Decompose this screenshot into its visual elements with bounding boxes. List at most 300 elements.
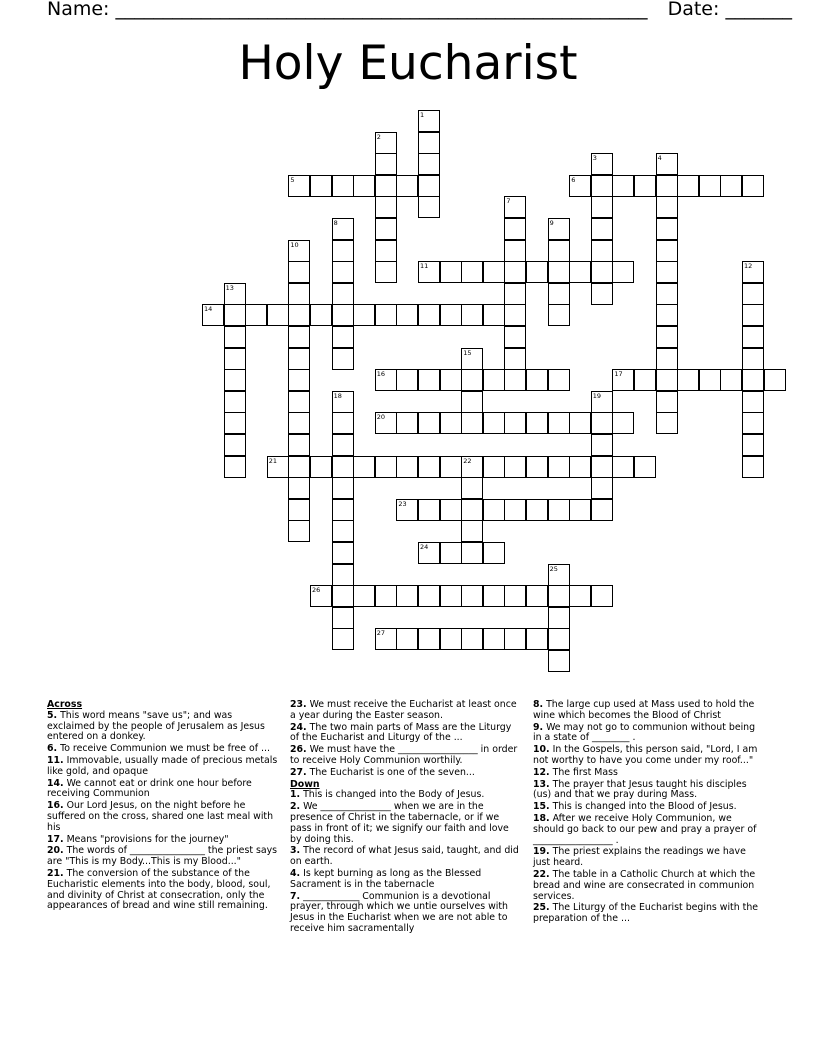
crossword-cell[interactable] [288, 283, 310, 305]
crossword-cell[interactable] [461, 391, 483, 413]
crossword-cell[interactable] [612, 456, 634, 478]
crossword-cell[interactable] [483, 585, 505, 607]
crossword-cell[interactable] [332, 477, 354, 499]
clue-text: This is changed into the Body of Jesus. [300, 789, 485, 801]
crossword-cell[interactable] [418, 628, 440, 650]
crossword-cell[interactable] [483, 369, 505, 391]
crossword-cell[interactable] [504, 218, 526, 240]
crossword-cell[interactable] [310, 304, 332, 326]
clue-down [533, 802, 765, 813]
cell-number: 24 [420, 543, 429, 551]
crossword-cell[interactable] [548, 283, 570, 305]
cell-number: 11 [420, 262, 429, 271]
crossword-cell[interactable] [612, 412, 634, 434]
cell-number: 21 [268, 456, 278, 465]
clue-number: 23. [290, 699, 307, 710]
crossword-cell[interactable] [396, 585, 418, 607]
crossword-cell[interactable] [332, 175, 354, 197]
crossword-cell[interactable] [375, 218, 397, 240]
clue-number: 26. [290, 744, 307, 756]
crossword-cell[interactable] [548, 240, 570, 262]
cell-number: 19 [592, 391, 602, 400]
crossword-cell[interactable] [699, 369, 721, 391]
crossword-cell[interactable] [569, 456, 591, 478]
clue-number: 22. [533, 868, 550, 880]
crossword-cell[interactable] [332, 261, 354, 283]
crossword-cell[interactable] [461, 261, 483, 283]
crossword-cell[interactable] [526, 261, 548, 283]
clue-text: We must have the _________________ in order to receive Holy Communion worthily. [290, 744, 518, 766]
cell-number: 4 [657, 154, 662, 163]
crossword-cell[interactable] [548, 628, 570, 650]
clue-text: ____________ Communion is a devotional prayer, through which we untie ourselves with Jesus in the Eucharist when we are not able to receive him sacramentally [290, 890, 508, 934]
crossword-cell[interactable] [224, 412, 246, 434]
crossword-cell[interactable] [548, 369, 570, 391]
clue-number: 5. [47, 709, 58, 721]
clue-number: 6. [47, 743, 58, 755]
crossword-cell[interactable] [591, 434, 613, 456]
clue-number: 8. [533, 699, 544, 710]
crossword-cell[interactable] [569, 175, 591, 197]
cell-number: 20 [376, 413, 386, 422]
crossword-cell[interactable] [548, 412, 570, 434]
crossword-cell[interactable] [461, 456, 483, 478]
crossword-cell[interactable] [677, 369, 699, 391]
cell-number: 18 [333, 391, 342, 400]
clue-list [47, 711, 279, 912]
crossword-cell[interactable] [310, 175, 332, 197]
crossword-cell[interactable] [591, 240, 613, 262]
crossword-cell[interactable] [418, 456, 440, 478]
crossword-cell[interactable] [418, 153, 440, 175]
crossword-cell[interactable] [332, 542, 354, 564]
crossword-cell[interactable] [656, 240, 678, 262]
crossword-cell[interactable] [548, 650, 570, 672]
crossword-cell[interactable] [742, 434, 764, 456]
crossword-cell[interactable] [742, 369, 764, 391]
crossword-cell[interactable] [440, 369, 462, 391]
crossword-cell[interactable] [418, 175, 440, 197]
clue-list [290, 790, 522, 934]
crossword-cell[interactable] [267, 304, 289, 326]
crossword-cell[interactable] [742, 348, 764, 370]
crossword-cell[interactable] [202, 304, 224, 326]
crossword-cell[interactable] [548, 304, 570, 326]
crossword-cell[interactable] [440, 628, 462, 650]
crossword-cell[interactable] [634, 369, 656, 391]
crossword-cell[interactable] [591, 261, 613, 283]
clue-down [290, 802, 522, 845]
crossword-cell[interactable] [375, 628, 397, 650]
crossword-cell[interactable] [569, 412, 591, 434]
crossword-cell[interactable] [224, 326, 246, 348]
clue-text: We _______________ when we are in the presence of Christ in the tabernacle, or if we pass in front of it; we signify our faith and love by doing this. [290, 801, 509, 845]
clue-number: 25. [533, 902, 550, 914]
clue-number: 2. [290, 801, 301, 813]
crossword-cell[interactable] [461, 499, 483, 521]
crossword-cell[interactable] [742, 412, 764, 434]
cell-number: 6 [571, 175, 576, 184]
cell-number: 23 [398, 499, 407, 508]
crossword-cell[interactable] [461, 477, 483, 499]
crossword-cell[interactable] [634, 456, 656, 478]
crossword-cell[interactable] [591, 283, 613, 305]
crossword-cell[interactable] [591, 196, 613, 218]
crossword-cell[interactable] [656, 261, 678, 283]
crossword-cell[interactable] [526, 499, 548, 521]
clue-across [290, 745, 522, 767]
crossword-cell[interactable] [461, 304, 483, 326]
crossword-cell[interactable] [332, 564, 354, 586]
crossword-cell[interactable] [656, 304, 678, 326]
crossword-cell[interactable] [526, 456, 548, 478]
crossword-cell[interactable] [332, 348, 354, 370]
crossword-cell[interactable] [332, 283, 354, 305]
crossword-cell[interactable] [504, 628, 526, 650]
crossword-cell[interactable] [332, 434, 354, 456]
clue-number: 1. [290, 789, 301, 801]
date-label: Date: [667, 0, 720, 20]
crossword-cell[interactable] [418, 585, 440, 607]
clue-across [47, 711, 279, 743]
crossword-cell[interactable] [656, 175, 678, 197]
cell-number: 13 [225, 283, 234, 292]
clue-text: The words of ________________ the priest says are "This is my Body...This is my Blood..." [47, 845, 278, 868]
crossword-cell[interactable] [461, 542, 483, 564]
crossword-cell[interactable] [353, 456, 375, 478]
crossword-cell[interactable] [396, 175, 418, 197]
cell-number: 9 [549, 219, 554, 227]
clue-number: 17. [47, 833, 64, 845]
crossword-cell[interactable] [483, 542, 505, 564]
clues-column-1 [47, 700, 279, 913]
clue-number: 14. [47, 777, 64, 789]
crossword-cell[interactable] [332, 304, 354, 326]
crossword-cell[interactable] [332, 456, 354, 478]
crossword-cell[interactable] [742, 175, 764, 197]
crossword-cell[interactable] [310, 456, 332, 478]
crossword-cell[interactable] [656, 196, 678, 218]
clue-across [290, 768, 522, 779]
clue-text: This word means "save us"; and was exclaimed by the people of Jerusalem as Jesus entered on a donkey. [47, 709, 265, 743]
cell-number: 16 [376, 370, 386, 379]
crossword-cell[interactable] [418, 304, 440, 326]
crossword-cell[interactable] [591, 175, 613, 197]
crossword-cell[interactable] [526, 412, 548, 434]
crossword-cell[interactable] [461, 520, 483, 542]
crossword-cell[interactable] [418, 412, 440, 434]
across-heading: Across [47, 699, 83, 710]
crossword-cell[interactable] [353, 585, 375, 607]
page-title: Holy Eucharist [238, 36, 578, 91]
crossword-cell[interactable] [440, 412, 462, 434]
crossword-cell[interactable] [483, 499, 505, 521]
date-line: _______ [725, 0, 792, 20]
crossword-cell[interactable] [483, 261, 505, 283]
crossword-cell[interactable] [612, 261, 634, 283]
crossword-cell[interactable] [569, 585, 591, 607]
crossword-cell[interactable] [267, 456, 289, 478]
clue-across [290, 700, 522, 722]
clue-number: 18. [533, 812, 550, 824]
crossword-cell[interactable] [418, 499, 440, 521]
clue-text: Is kept burning as long as the Blessed Sacrament is in the tabernacle [290, 867, 482, 890]
crossword-cell[interactable] [548, 499, 570, 521]
clue-down [533, 768, 765, 779]
crossword-cell[interactable] [504, 348, 526, 370]
crossword-cell[interactable] [526, 585, 548, 607]
crossword-cell[interactable] [396, 628, 418, 650]
crossword-cell[interactable] [375, 412, 397, 434]
crossword-cell[interactable] [288, 175, 310, 197]
crossword-cell[interactable] [504, 196, 526, 218]
crossword-cell[interactable] [396, 412, 418, 434]
crossword-cell[interactable] [742, 391, 764, 413]
crossword-cell[interactable] [288, 434, 310, 456]
crossword-cell[interactable] [699, 175, 721, 197]
crossword-cell[interactable] [418, 542, 440, 564]
crossword-cell[interactable] [375, 196, 397, 218]
name-line: ________________________________________________________ [115, 0, 648, 20]
crossword-cell[interactable] [418, 110, 440, 132]
clue-text: Means "provisions for the journey" [63, 833, 229, 845]
crossword-cell[interactable] [353, 175, 375, 197]
crossword-cell[interactable] [332, 218, 354, 240]
crossword-cell[interactable] [461, 585, 483, 607]
crossword-cell[interactable] [742, 326, 764, 348]
crossword-cell[interactable] [504, 369, 526, 391]
clues-column-3 [533, 700, 765, 926]
crossword-cell[interactable] [548, 585, 570, 607]
crossword-cell[interactable] [742, 283, 764, 305]
crossword-cell[interactable] [483, 412, 505, 434]
clue-text: Our Lord Jesus, on the night before he suffered on the cross, shared one last meal with his [47, 800, 274, 833]
crossword-cell[interactable] [526, 369, 548, 391]
crossword-cell[interactable] [288, 348, 310, 370]
clue-text: We cannot eat or drink one hour before receiving Communion [47, 777, 252, 800]
crossword-cell[interactable] [742, 456, 764, 478]
crossword-cell[interactable] [288, 369, 310, 391]
clue-down [533, 700, 765, 722]
crossword-cell[interactable] [656, 369, 678, 391]
crossword-cell[interactable] [504, 585, 526, 607]
crossword-cell[interactable] [288, 304, 310, 326]
crossword-cell[interactable] [332, 391, 354, 413]
crossword-cell[interactable] [483, 304, 505, 326]
crossword-cell[interactable] [548, 218, 570, 240]
crossword-cell[interactable] [504, 304, 526, 326]
crossword-cell[interactable] [288, 326, 310, 348]
clue-number: 9. [533, 721, 544, 733]
clue-number: 3. [290, 845, 301, 857]
clue-across [47, 801, 279, 833]
crossword-cell[interactable] [375, 261, 397, 283]
down-heading: Down [290, 778, 320, 790]
clue-text: To receive Communion we must be free of ... [57, 743, 271, 755]
clue-down [533, 723, 765, 745]
crossword-cell[interactable] [612, 369, 634, 391]
clue-number: 16. [47, 800, 64, 812]
crossword-cell[interactable] [332, 240, 354, 262]
crossword-cell[interactable] [440, 261, 462, 283]
crossword-cell[interactable] [418, 132, 440, 154]
clue-number: 11. [47, 754, 64, 766]
crossword-cell[interactable] [548, 564, 570, 586]
crossword-cell[interactable] [375, 369, 397, 391]
crossword-cell[interactable] [396, 456, 418, 478]
crossword-cell[interactable] [569, 261, 591, 283]
crossword-cell[interactable] [288, 261, 310, 283]
clue-text: The first Mass [549, 766, 618, 778]
clue-text: We must receive the Eucharist at least once a year during the Easter season. [290, 699, 517, 721]
crossword-cell[interactable] [375, 304, 397, 326]
crossword-cell[interactable] [591, 218, 613, 240]
clue-number: 24. [290, 721, 307, 733]
clue-number: 10. [533, 744, 550, 756]
crossword-cell[interactable] [677, 175, 699, 197]
crossword-cell[interactable] [461, 412, 483, 434]
crossword-cell[interactable] [224, 456, 246, 478]
cell-number: 17 [614, 370, 623, 379]
crossword-cell[interactable] [288, 240, 310, 262]
crossword-cell[interactable] [375, 153, 397, 175]
crossword-cell[interactable] [504, 456, 526, 478]
crossword-cell[interactable] [504, 261, 526, 283]
clue-across [47, 756, 279, 778]
crossword-cell[interactable] [375, 240, 397, 262]
crossword-cell[interactable] [548, 607, 570, 629]
crossword-cell[interactable] [504, 499, 526, 521]
clue-down [290, 846, 522, 868]
crossword-cell[interactable] [656, 348, 678, 370]
crossword-cell[interactable] [288, 477, 310, 499]
crossword-cell[interactable] [288, 499, 310, 521]
crossword-cell[interactable] [461, 369, 483, 391]
crossword-cell[interactable] [461, 628, 483, 650]
clue-across [47, 779, 279, 801]
cell-number: 26 [312, 586, 321, 595]
clue-down [533, 847, 765, 869]
crossword-cell[interactable] [353, 304, 375, 326]
crossword-cell[interactable] [461, 348, 483, 370]
crossword-cell[interactable] [656, 218, 678, 240]
crossword-cell[interactable] [288, 391, 310, 413]
crossword-cell[interactable] [656, 391, 678, 413]
crossword-cell[interactable] [332, 520, 354, 542]
clue-number: 20. [47, 845, 64, 857]
clue-down [533, 814, 765, 846]
crossword-cell[interactable] [440, 456, 462, 478]
crossword-cell[interactable] [396, 369, 418, 391]
crossword-cell[interactable] [742, 261, 764, 283]
crossword-cell[interactable] [440, 304, 462, 326]
clue-across [47, 835, 279, 846]
clue-across [290, 723, 522, 745]
crossword-cell[interactable] [504, 240, 526, 262]
crossword-cell[interactable] [288, 456, 310, 478]
crossword-cell[interactable] [332, 326, 354, 348]
crossword-cell[interactable] [569, 499, 591, 521]
crossword-cell[interactable] [742, 304, 764, 326]
crossword-cell[interactable] [548, 261, 570, 283]
crossword-cell[interactable] [418, 196, 440, 218]
clue-text: The table in a Catholic Church at which the bread and wine are consecrated in communion services. [533, 868, 756, 902]
clue-down [533, 870, 765, 902]
crossword-cell[interactable] [288, 412, 310, 434]
crossword-cell[interactable] [591, 412, 613, 434]
crossword-cell[interactable] [332, 628, 354, 650]
crossword-cell[interactable] [656, 326, 678, 348]
crossword-cell[interactable] [224, 283, 246, 305]
crossword-cell[interactable] [440, 585, 462, 607]
crossword-cell[interactable] [483, 456, 505, 478]
crossword-cell[interactable] [375, 456, 397, 478]
crossword-cell[interactable] [483, 628, 505, 650]
crossword-cell[interactable] [332, 412, 354, 434]
clue-text: The prayer that Jesus taught his disciples (us) and that we pray during Mass. [533, 778, 747, 801]
crossword-cell[interactable] [332, 585, 354, 607]
crossword-cell[interactable] [396, 499, 418, 521]
crossword-cell[interactable] [440, 499, 462, 521]
crossword-cell[interactable] [656, 283, 678, 305]
crossword-cell[interactable] [591, 499, 613, 521]
crossword-cell[interactable] [764, 369, 786, 391]
crossword-cell[interactable] [332, 607, 354, 629]
crossword-cell[interactable] [224, 391, 246, 413]
crossword-cell[interactable] [224, 434, 246, 456]
crossword-cell[interactable] [634, 175, 656, 197]
crossword-cell[interactable] [504, 326, 526, 348]
clue-text: This is changed into the Blood of Jesus. [549, 801, 737, 813]
crossword-cell[interactable] [591, 477, 613, 499]
crossword-cell[interactable] [504, 283, 526, 305]
crossword-cell[interactable] [440, 542, 462, 564]
crossword-cell[interactable] [656, 412, 678, 434]
crossword-cell[interactable] [526, 628, 548, 650]
crossword-cell[interactable] [396, 304, 418, 326]
clue-number: 13. [533, 778, 550, 790]
crossword-cell[interactable] [720, 175, 742, 197]
crossword-cell[interactable] [612, 175, 634, 197]
crossword-cell[interactable] [310, 585, 332, 607]
crossword-cell[interactable] [375, 175, 397, 197]
crossword-cell[interactable] [375, 585, 397, 607]
crossword-cell[interactable] [656, 153, 678, 175]
crossword-cell[interactable] [375, 132, 397, 154]
crossword-cell[interactable] [418, 261, 440, 283]
clue-text: We may not go to communion without being in a state of ________ . [533, 721, 756, 744]
crossword-cell[interactable] [224, 304, 246, 326]
crossword-cell[interactable] [224, 369, 246, 391]
clue-text: The record of what Jesus said, taught, and did on earth. [290, 845, 519, 868]
crossword-cell[interactable] [591, 585, 613, 607]
clue-text: The two main parts of Mass are the Liturgy of the Eucharist and Liturgy of the ... [290, 721, 512, 744]
crossword-cell[interactable] [245, 304, 267, 326]
crossword-cell[interactable] [224, 348, 246, 370]
crossword-cell[interactable] [720, 369, 742, 391]
crossword-cell[interactable] [418, 369, 440, 391]
crossword-cell[interactable] [332, 499, 354, 521]
crossword-cell[interactable] [288, 520, 310, 542]
crossword-cell[interactable] [591, 153, 613, 175]
clue-list [533, 700, 765, 925]
crossword-cell[interactable] [591, 456, 613, 478]
crossword-cell[interactable] [548, 456, 570, 478]
crossword-cell[interactable] [504, 412, 526, 434]
clue-list [290, 700, 522, 779]
cell-number: 8 [333, 219, 338, 227]
crossword-cell[interactable] [591, 391, 613, 413]
